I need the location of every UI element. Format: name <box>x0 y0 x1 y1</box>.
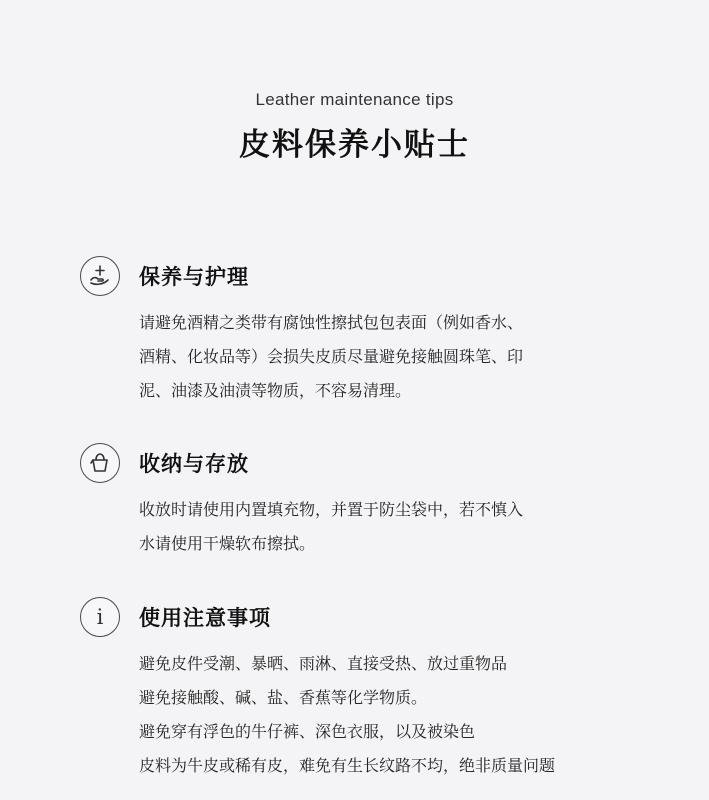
info-icon: i <box>80 597 120 637</box>
section-heading <box>80 595 680 639</box>
section-heading <box>80 254 680 298</box>
text-line: 皮料为牛皮或稀有皮，难免有生长纹路不均，绝非质量问题 <box>139 756 556 775</box>
section-title: 保养与护理 <box>139 265 249 289</box>
page-header <box>0 90 709 164</box>
page-title: 皮料保养小贴士 <box>239 127 470 163</box>
section-text <box>139 306 680 408</box>
section-heading <box>80 441 680 485</box>
section-title: 使用注意事项 <box>139 606 271 630</box>
section-text <box>139 493 680 561</box>
text-line: 请避免酒精之类带有腐蚀性擦拭包包表面（例如香水、 <box>139 313 524 332</box>
section-text <box>139 647 680 783</box>
section-usage-notes <box>80 595 680 783</box>
hand-drop-icon <box>80 256 120 296</box>
section-title: 收纳与存放 <box>139 452 249 476</box>
text-line: 避免穿有浮色的牛仔裤、深色衣服，以及被染色 <box>139 722 476 741</box>
text-line: 泥、油漆及油渍等物质，不容易清理。 <box>139 381 412 400</box>
text-line: 避免皮件受潮、暴晒、雨淋、直接受热、放过重物品 <box>139 654 508 673</box>
section-care <box>80 254 680 408</box>
text-line: 避免接触酸、碱、盐、香蕉等化学物质。 <box>139 688 428 707</box>
text-line: 水请使用干燥软布擦拭。 <box>139 534 316 553</box>
section-storage <box>80 441 680 561</box>
bag-icon <box>80 443 120 483</box>
page-subtitle: Leather maintenance tips <box>255 90 454 109</box>
text-line: 收放时请使用内置填充物，并置于防尘袋中，若不慎入 <box>139 500 524 519</box>
text-line: 酒精、化妆品等）会损失皮质尽量避免接触圆珠笔、印 <box>139 347 524 366</box>
